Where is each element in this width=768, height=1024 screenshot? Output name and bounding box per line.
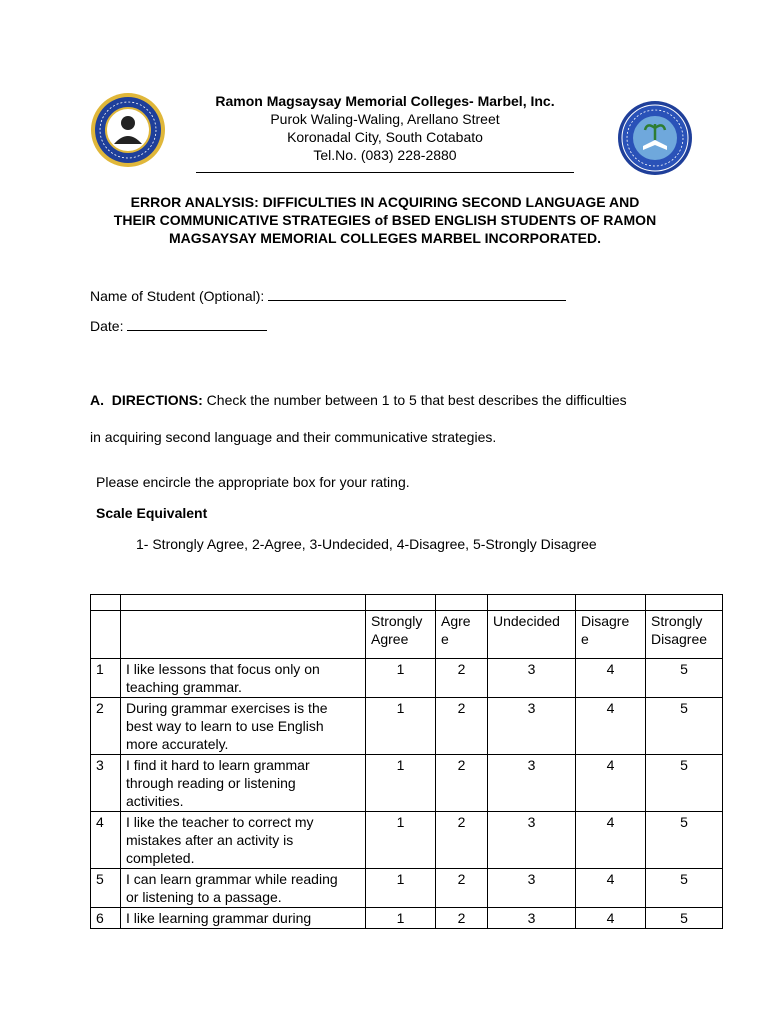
item-number: 5: [91, 869, 121, 908]
statement-line: activities.: [126, 793, 184, 809]
item-statement: [121, 908, 366, 929]
statement-line: teaching grammar.: [126, 679, 242, 695]
rating-option-3[interactable]: 3: [488, 698, 576, 755]
college-of-education-logo: [617, 100, 693, 176]
rating-option-1[interactable]: 1: [366, 698, 436, 755]
table-spacer-row: [91, 595, 723, 611]
rating-option-3[interactable]: 3: [488, 908, 576, 929]
title-line-3: MAGSAYSAY MEMORIAL COLLEGES MARBEL INCORPORATED.: [169, 230, 601, 246]
date-label: Date:: [90, 318, 124, 334]
statement-line: best way to learn to use English: [126, 718, 324, 734]
statement-line: completed.: [126, 850, 195, 866]
statement-line: I like the teacher to correct my: [126, 814, 314, 830]
table-row: [91, 812, 723, 869]
rating-option-5[interactable]: 5: [646, 698, 723, 755]
directions-text-2: in acquiring second language and their communicative strategies.: [90, 429, 497, 445]
student-name-label: Name of Student (Optional):: [90, 288, 265, 304]
table-row: [91, 659, 723, 698]
rating-option-4[interactable]: 4: [576, 659, 646, 698]
rating-option-1[interactable]: 1: [366, 869, 436, 908]
directions-text-1: Check the number between 1 to 5 that best describes the difficulties: [206, 392, 627, 408]
header-strongly-agree: Strongly Agree: [366, 611, 436, 659]
statement-line: During grammar exercises is the: [126, 700, 328, 716]
school-seal-logo: [90, 92, 166, 168]
rating-option-4[interactable]: 4: [576, 755, 646, 812]
school-street: Purok Waling-Waling, Arellano Street: [270, 111, 500, 127]
school-city: Koronadal City, South Cotabato: [287, 129, 483, 145]
item-number: 6: [91, 908, 121, 929]
rating-option-1[interactable]: 1: [366, 908, 436, 929]
student-name-blank[interactable]: [268, 287, 566, 301]
statement-line: I like lessons that focus only on: [126, 661, 320, 677]
school-name: Ramon Magsaysay Memorial Colleges- Marbel, Inc.: [215, 93, 555, 109]
rating-option-2[interactable]: 2: [436, 698, 488, 755]
statement-line: mistakes after an activity is: [126, 832, 294, 848]
document-title: [85, 193, 685, 247]
statement-line: or listening to a passage.: [126, 889, 282, 905]
header-divider: [196, 172, 574, 173]
statement-line: I can learn grammar while reading: [126, 871, 338, 887]
rating-table: [90, 594, 723, 929]
rating-option-2[interactable]: 2: [436, 869, 488, 908]
rating-option-5[interactable]: 5: [646, 869, 723, 908]
item-number: 3: [91, 755, 121, 812]
rating-option-1[interactable]: 1: [366, 755, 436, 812]
date-blank[interactable]: [127, 317, 267, 331]
rating-option-2[interactable]: 2: [436, 659, 488, 698]
rating-option-2[interactable]: 2: [436, 812, 488, 869]
item-number: 4: [91, 812, 121, 869]
item-statement: [121, 869, 366, 908]
header-strongly-disagree: Strongly Disagree: [646, 611, 723, 659]
rating-option-4[interactable]: 4: [576, 812, 646, 869]
directions-line-1: [90, 392, 710, 408]
rating-option-4[interactable]: 4: [576, 869, 646, 908]
header-disagree: Disagre e: [576, 611, 646, 659]
table-header-row: [91, 611, 723, 659]
item-statement: [121, 755, 366, 812]
title-line-1: ERROR ANALYSIS: DIFFICULTIES IN ACQUIRING SECOND LANGUAGE AND: [130, 194, 640, 210]
item-statement: [121, 659, 366, 698]
statement-line: I like learning grammar during: [126, 910, 312, 926]
directions-heading: DIRECTIONS:: [111, 392, 203, 408]
header-undecided: Undecided: [488, 611, 576, 659]
rating-option-3[interactable]: 3: [488, 755, 576, 812]
table-row: [91, 869, 723, 908]
rating-option-3[interactable]: 3: [488, 659, 576, 698]
date-field[interactable]: [90, 317, 267, 334]
encircle-instruction: Please encircle the appropriate box for your rating.: [96, 474, 410, 490]
student-name-field[interactable]: [90, 287, 566, 304]
table-row: [91, 755, 723, 812]
item-statement: [121, 698, 366, 755]
table-row: [91, 908, 723, 929]
rating-option-4[interactable]: 4: [576, 908, 646, 929]
rating-option-5[interactable]: 5: [646, 812, 723, 869]
item-number: 1: [91, 659, 121, 698]
directions-letter: A.: [90, 392, 104, 408]
statement-line: through reading or listening: [126, 775, 296, 791]
rating-option-3[interactable]: 3: [488, 812, 576, 869]
header-agree: Agre e: [436, 611, 488, 659]
scale-heading: Scale Equivalent: [96, 505, 208, 521]
rating-option-5[interactable]: 5: [646, 755, 723, 812]
rating-option-1[interactable]: 1: [366, 659, 436, 698]
rating-option-5[interactable]: 5: [646, 659, 723, 698]
statement-line: I find it hard to learn grammar: [126, 757, 310, 773]
rating-option-2[interactable]: 2: [436, 755, 488, 812]
rating-option-5[interactable]: 5: [646, 908, 723, 929]
item-number: 2: [91, 698, 121, 755]
item-statement: [121, 812, 366, 869]
rating-option-1[interactable]: 1: [366, 812, 436, 869]
rating-option-3[interactable]: 3: [488, 869, 576, 908]
school-tel: Tel.No. (083) 228-2880: [313, 147, 457, 163]
title-line-2: THEIR COMMUNICATIVE STRATEGIES of BSED ENGLISH STUDENTS OF RAMON: [113, 212, 657, 228]
school-header: [180, 92, 590, 164]
rating-option-2[interactable]: 2: [436, 908, 488, 929]
table-row: [91, 698, 723, 755]
rating-option-4[interactable]: 4: [576, 698, 646, 755]
statement-line: more accurately.: [126, 736, 229, 752]
scale-equivalent-text: 1- Strongly Agree, 2-Agree, 3-Undecided, 4-Disagree, 5-Strongly Disagree: [136, 536, 597, 552]
